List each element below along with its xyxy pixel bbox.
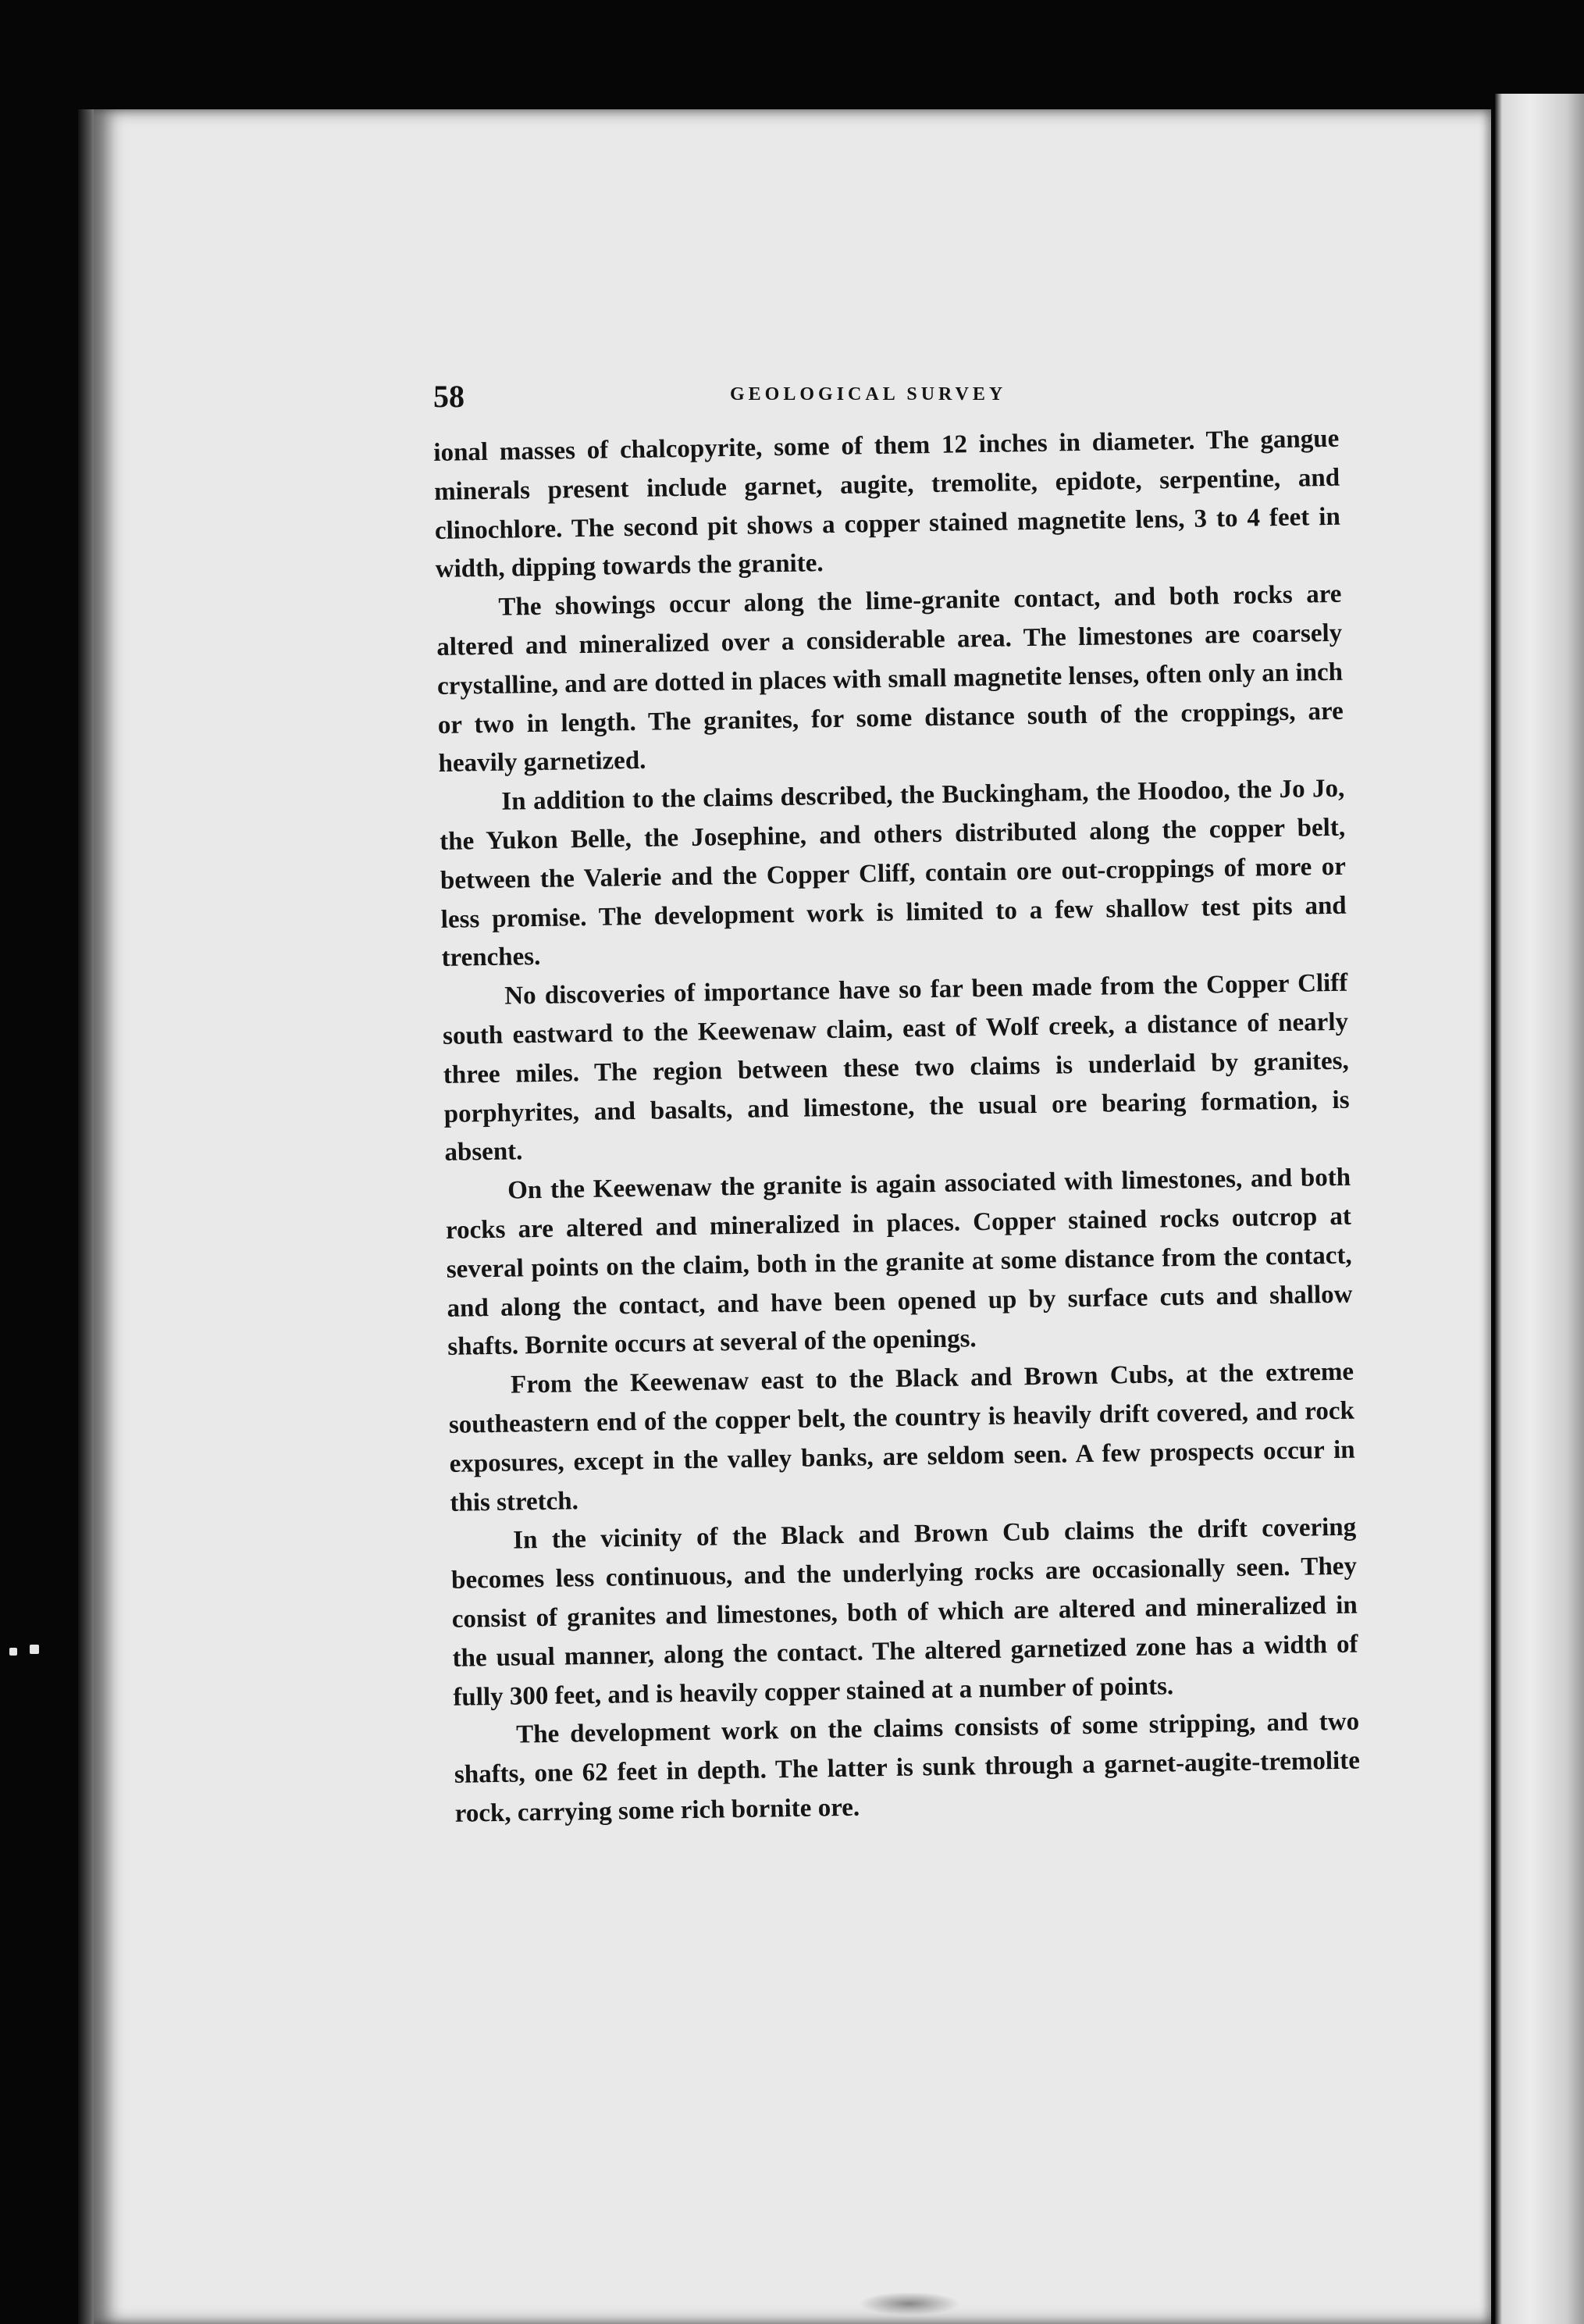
scan-speck bbox=[30, 1645, 39, 1654]
paragraph: In the vicinity of the Black and Brown Cub claims the drift covering becomes less continuous, and the underlying rocks are occasionally seen. They consist of granites and limestones, both of which are altered and mineralized in the usual manner, along the contact. The altered garnetized zone has a width of fully 300 feet, and is heavily copper stained at a number of points. bbox=[450, 1513, 1358, 1712]
paragraph: From the Keewenaw east to the Black and Brown Cubs, at the extreme southeastern end of the copper belt, the country is heavily drift covered, and rock exposures, except in the valley banks, are seldom seen. A few prospects occur in this stretch. bbox=[448, 1357, 1355, 1517]
page-header bbox=[433, 378, 1339, 417]
paragraph: The development work on the claims consists of some stripping, and two shafts, one 62 feet in depth. The latter is sunk through a garnet-augite-tremolite rock, carrying some rich bornite ore. bbox=[454, 1707, 1361, 1828]
paragraph: In addition to the claims described, the Buckingham, the Hoodoo, the Jo Jo, the Yukon Belle, the Josephine, and others distributed along the copper belt, between the Valerie and the Copper Cliff, contain ore out-croppings of more or less promise. The development work is limited to a few shallow test pits and trenches. bbox=[439, 774, 1347, 973]
paragraph: The showings occur along the lime-granite contact, and both rocks are altered and mineralized over a considerable area. The limestones are coarsely crystalline, and are dotted in places with small magnetite lenses, often only an inch or two in length. The granites, for some distance south of the croppings, are heavily garnetized. bbox=[436, 579, 1344, 779]
body-text bbox=[433, 420, 1361, 1834]
page-number: 58 bbox=[433, 379, 465, 414]
scan-speck bbox=[9, 1648, 17, 1656]
running-head: GEOLOGICAL SURVEY bbox=[730, 384, 1007, 405]
paragraph: ional masses of chalcopyrite, some of them 12 inches in diameter. The gangue minerals present include garnet, augite, tremolite, epidote, serpentine, and clinochlore. The second pit shows a copper stained magnetite lens, 3 to 4 feet in width, dipping towards the granite. bbox=[433, 424, 1341, 584]
paragraph: No discoveries of importance have so far been made from the Copper Cliff south eastward to the Keewenaw claim, east of Wolf creek, a distance of nearly three miles. The region between these two claims is underlaid by granites, porphyrites, and basalts, and limestone, the usual ore bearing formation, is absent. bbox=[442, 968, 1350, 1167]
paragraph: On the Keewenaw the granite is again associated with limestones, and both rocks are altered and mineralized in places. Copper stained rocks outcrop at several points on the claim, both in the granite at some distance from the contact, and along the contact, and have been opened up by surface cuts and shallow shafts. Bornite occurs at several of the openings. bbox=[445, 1163, 1353, 1362]
adjacent-page-edge bbox=[1495, 94, 1584, 2324]
bottom-smudge bbox=[859, 2292, 960, 2315]
